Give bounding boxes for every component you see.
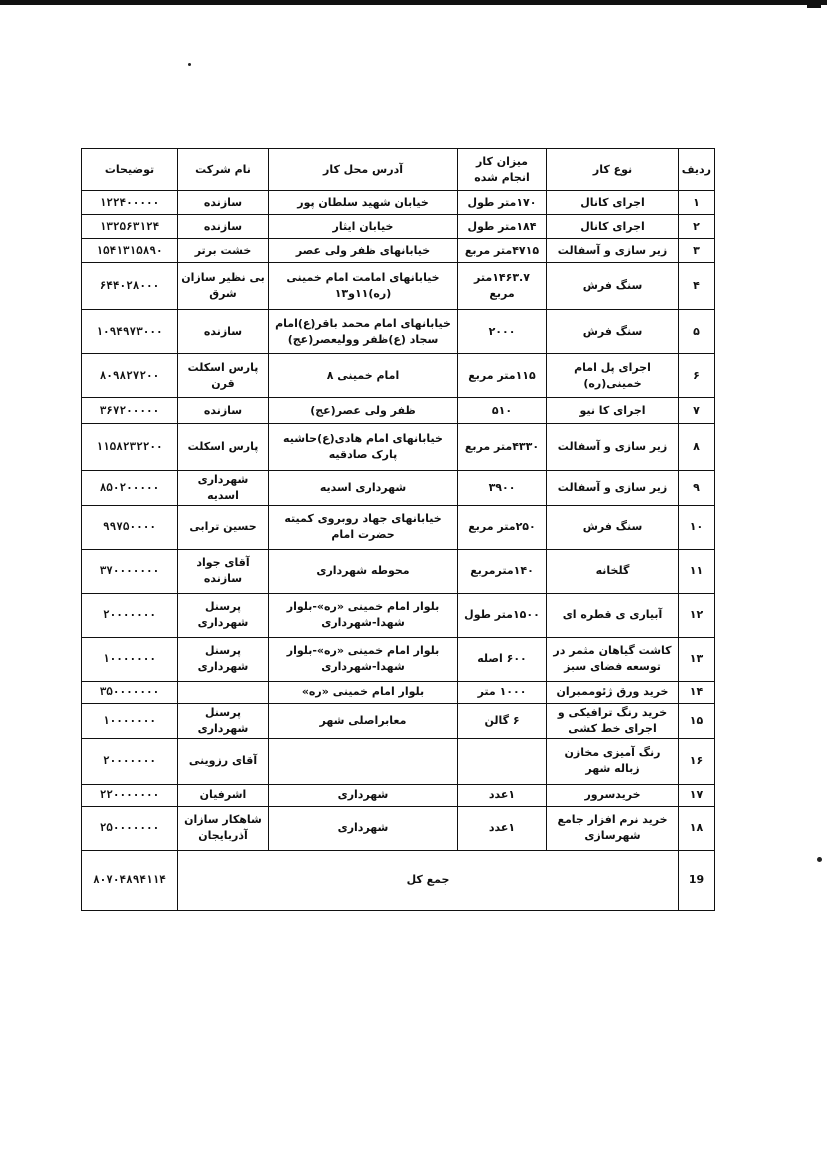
cell-work-type: سنگ فرش — [547, 310, 679, 354]
cell-work-type: رنگ آمیزی مخازن زباله شهر — [547, 738, 679, 784]
cell-notes: ۱۳۲۵۶۳۱۲۴ — [82, 215, 178, 239]
cell-work-type: گلخانه — [547, 549, 679, 593]
cell-company: حسین ترابی — [178, 505, 269, 549]
header-address: آدرس محل کار — [269, 149, 458, 191]
cell-address: محوطه شهرداری — [269, 549, 458, 593]
cell-quantity: ۱۴۰مترمربع — [458, 549, 547, 593]
table-row — [82, 263, 715, 310]
cell-notes: ۲۵۰۰۰۰۰۰۰ — [82, 806, 178, 850]
table-row — [82, 191, 715, 215]
cell-work-type: اجرای کا نیو — [547, 398, 679, 424]
cell-work-type: آبیاری ی قطره ای — [547, 593, 679, 637]
cell-row-number: ۴ — [679, 263, 715, 310]
cell-row-number: ۹ — [679, 471, 715, 506]
table-row — [82, 398, 715, 424]
cell-quantity: ۱۰۰۰ متر — [458, 681, 547, 703]
cell-row-number: ۱۶ — [679, 738, 715, 784]
cell-row-number: ۱۱ — [679, 549, 715, 593]
cell-work-type: خرید نرم افزار جامع شهرسازی — [547, 806, 679, 850]
cell-quantity: ۱۱۵متر مربع — [458, 354, 547, 398]
cell-quantity: ۴۳۳۰متر مربع — [458, 424, 547, 471]
cell-company: شهرداری اسدیه — [178, 471, 269, 506]
cell-company — [178, 681, 269, 703]
cell-company: سازنده — [178, 215, 269, 239]
cell-quantity — [458, 738, 547, 784]
cell-work-type: خرید ورق ژئوممبران — [547, 681, 679, 703]
cell-notes: ۱۲۲۴۰۰۰۰۰ — [82, 191, 178, 215]
table-header-row — [82, 149, 715, 191]
cell-quantity: ۱۷۰متر طول — [458, 191, 547, 215]
cell-row-number: ۱۴ — [679, 681, 715, 703]
cell-address: بلوار امام خمینی «ره»-بلوار شهدا-شهرداری — [269, 593, 458, 637]
cell-notes: ۲۰۰۰۰۰۰۰ — [82, 738, 178, 784]
cell-notes: ۱۰۹۴۹۷۳۰۰۰ — [82, 310, 178, 354]
table-row — [82, 738, 715, 784]
total-row-number: 19 — [679, 850, 715, 910]
cell-notes: ۹۹۷۵۰۰۰۰ — [82, 505, 178, 549]
cell-row-number: ۳ — [679, 239, 715, 263]
cell-address: خیابانهای ظفر ولی عصر — [269, 239, 458, 263]
work-report-table — [81, 148, 715, 911]
cell-quantity: ۵۱۰ — [458, 398, 547, 424]
cell-row-number: ۱۰ — [679, 505, 715, 549]
table-row — [82, 239, 715, 263]
cell-company: پرسنل شهرداری — [178, 703, 269, 738]
cell-work-type: زیر سازی و آسفالت — [547, 239, 679, 263]
cell-row-number: ۲ — [679, 215, 715, 239]
cell-address: شهرداری — [269, 806, 458, 850]
table-row — [82, 681, 715, 703]
table-row — [82, 505, 715, 549]
header-work-type: نوع کار — [547, 149, 679, 191]
cell-company: آقای جواد سازنده — [178, 549, 269, 593]
cell-address: خیابانهای جهاد روبروی کمیته حضرت امام — [269, 505, 458, 549]
cell-work-type: اجرای کانال — [547, 191, 679, 215]
cell-quantity: ۱۴۶۳.۷متر مربع — [458, 263, 547, 310]
cell-work-type: خرید رنگ ترافیکی و اجرای خط کشی — [547, 703, 679, 738]
cell-work-type: زیر سازی و آسفالت — [547, 471, 679, 506]
cell-company: پارس اسکلت قرن — [178, 354, 269, 398]
cell-notes: ۸۵۰۲۰۰۰۰۰ — [82, 471, 178, 506]
cell-address: بلوار امام خمینی «ره» — [269, 681, 458, 703]
cell-notes: ۳۵۰۰۰۰۰۰۰ — [82, 681, 178, 703]
cell-address: معابراصلی شهر — [269, 703, 458, 738]
cell-row-number: ۸ — [679, 424, 715, 471]
cell-company: سازنده — [178, 191, 269, 215]
cell-work-type: خریدسرور — [547, 784, 679, 806]
cell-company: سازنده — [178, 398, 269, 424]
table-row — [82, 806, 715, 850]
cell-address: شهرداری اسدیه — [269, 471, 458, 506]
cell-address: خیابانهای امام محمد باقر(ع)امام سجاد (ع)ظفر وولیعصر(عج) — [269, 310, 458, 354]
header-notes: توضیحات — [82, 149, 178, 191]
cell-quantity: ۳۹۰۰ — [458, 471, 547, 506]
cell-notes: ۳۷۰۰۰۰۰۰۰ — [82, 549, 178, 593]
table-row — [82, 637, 715, 681]
scan-dot — [817, 857, 822, 862]
table-row — [82, 593, 715, 637]
cell-row-number: ۱۸ — [679, 806, 715, 850]
cell-address: بلوار امام خمینی «ره»-بلوار شهدا-شهرداری — [269, 637, 458, 681]
table-row — [82, 215, 715, 239]
table-row — [82, 784, 715, 806]
cell-work-type: سنگ فرش — [547, 263, 679, 310]
cell-address: شهرداری — [269, 784, 458, 806]
cell-row-number: ۶ — [679, 354, 715, 398]
cell-quantity: ۴۷۱۵متر مربع — [458, 239, 547, 263]
table-row — [82, 310, 715, 354]
cell-row-number: ۱۲ — [679, 593, 715, 637]
cell-work-type: سنگ فرش — [547, 505, 679, 549]
cell-notes: ۱۵۴۱۳۱۵۸۹۰ — [82, 239, 178, 263]
table-row — [82, 354, 715, 398]
cell-company: شاهکار سازان آذربایجان — [178, 806, 269, 850]
cell-address: ظفر ولی عصر(عج) — [269, 398, 458, 424]
table-row — [82, 424, 715, 471]
table-row — [82, 471, 715, 506]
cell-quantity: ۱۵۰۰متر طول — [458, 593, 547, 637]
table-row — [82, 703, 715, 738]
cell-row-number: ۱ — [679, 191, 715, 215]
cell-quantity: ۲۰۰۰ — [458, 310, 547, 354]
cell-work-type: زیر سازی و آسفالت — [547, 424, 679, 471]
cell-company: پرسنل شهرداری — [178, 593, 269, 637]
cell-company: بی نظیر سازان شرق — [178, 263, 269, 310]
cell-work-type: کاشت گیاهان مثمر در توسعه فضای سبز — [547, 637, 679, 681]
total-value: ۸۰۷۰۴۸۹۴۱۱۴ — [82, 850, 178, 910]
cell-work-type: اجرای کانال — [547, 215, 679, 239]
cell-address — [269, 738, 458, 784]
header-quantity: میزان کار انجام شده — [458, 149, 547, 191]
cell-address: خیابان ایثار — [269, 215, 458, 239]
cell-work-type: اجرای پل امام خمینی(ره) — [547, 354, 679, 398]
cell-address: خیابانهای امامت امام خمینی (ره)۱۱و۱۳ — [269, 263, 458, 310]
header-company: نام شرکت — [178, 149, 269, 191]
cell-notes: ۱۰۰۰۰۰۰۰ — [82, 637, 178, 681]
cell-quantity: ۱۸۴متر طول — [458, 215, 547, 239]
cell-quantity: ۶۰۰ اصله — [458, 637, 547, 681]
cell-row-number: ۱۳ — [679, 637, 715, 681]
cell-quantity: ۶ گالن — [458, 703, 547, 738]
cell-row-number: ۷ — [679, 398, 715, 424]
cell-company: پرسنل شهرداری — [178, 637, 269, 681]
header-row-number: ردیف — [679, 149, 715, 191]
cell-company: پارس اسکلت — [178, 424, 269, 471]
cell-row-number: ۱۷ — [679, 784, 715, 806]
cell-notes: ۱۰۰۰۰۰۰۰ — [82, 703, 178, 738]
cell-address: امام خمینی ۸ — [269, 354, 458, 398]
cell-notes: ۶۴۴۰۲۸۰۰۰ — [82, 263, 178, 310]
cell-notes: ۲۰۰۰۰۰۰۰ — [82, 593, 178, 637]
cell-company: سازنده — [178, 310, 269, 354]
cell-row-number: ۵ — [679, 310, 715, 354]
scan-speck — [188, 63, 191, 66]
cell-address: خیابانهای امام هادی(ع)حاشیه پارک صادقیه — [269, 424, 458, 471]
top-border-line — [0, 0, 827, 5]
cell-company: آقای رزوینی — [178, 738, 269, 784]
cell-quantity: ۲۵۰متر مربع — [458, 505, 547, 549]
cell-notes: ۸۰۹۸۲۷۲۰۰ — [82, 354, 178, 398]
cell-row-number: ۱۵ — [679, 703, 715, 738]
cell-notes: ۲۲۰۰۰۰۰۰۰ — [82, 784, 178, 806]
cell-address: خیابان شهید سلطان پور — [269, 191, 458, 215]
top-corner-mark — [807, 2, 821, 8]
total-row — [82, 850, 715, 910]
cell-company: خشت برتر — [178, 239, 269, 263]
cell-notes: ۳۶۷۲۰۰۰۰۰ — [82, 398, 178, 424]
cell-quantity: ۱عدد — [458, 806, 547, 850]
cell-company: اشرفیان — [178, 784, 269, 806]
table-row — [82, 549, 715, 593]
total-label: جمع کل — [178, 850, 679, 910]
cell-quantity: ۱عدد — [458, 784, 547, 806]
cell-notes: ۱۱۵۸۲۳۲۲۰۰ — [82, 424, 178, 471]
